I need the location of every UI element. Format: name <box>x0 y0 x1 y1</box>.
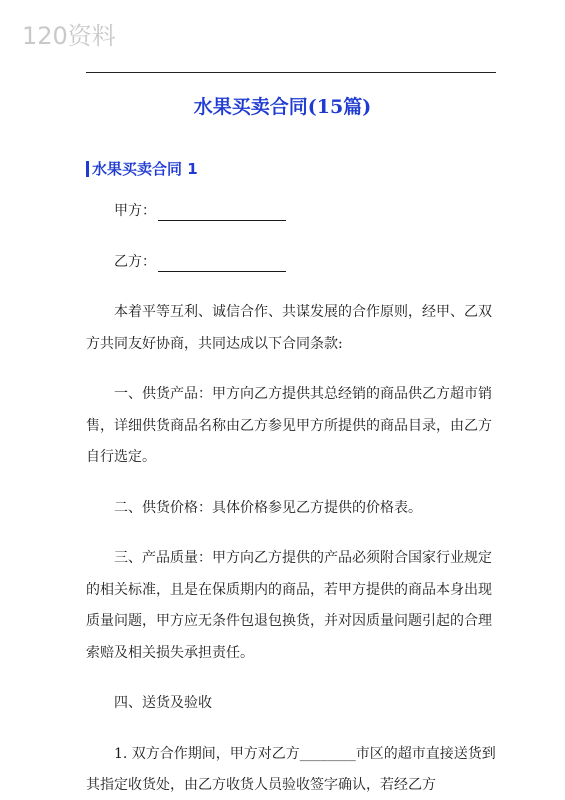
party-b-label: 乙方： <box>114 253 156 270</box>
intro-paragraph: 本着平等互利、诚信合作、共谋发展的合作原则，经甲、乙双方共同友好协商，共同达成以下合同条款: <box>86 304 492 352</box>
document-body <box>86 196 496 800</box>
section-heading-text: 水果买卖合同 1 <box>92 160 198 178</box>
clause-4-heading: 四、送货及验收 <box>114 695 212 711</box>
party-a-line <box>86 196 496 228</box>
clause-1-paragraph: 一、供货产品：甲方向乙方提供其总经销的商品供乙方超市销售，详细供货商品名称由乙方参见甲方所提供的商品目录，由乙方自行选定。 <box>86 386 492 465</box>
watermark-logo: 120资料 <box>22 22 116 50</box>
party-a-blank <box>158 200 286 221</box>
section-heading <box>86 158 198 179</box>
heading-marker <box>86 161 89 177</box>
party-b-line <box>86 247 496 279</box>
clause-4-1-paragraph: 1. 双方合作期间，甲方对乙方________市区的超市直接送货到其指定收货处，由乙方收货人员验收签字确认，若经乙方 <box>86 745 496 793</box>
party-b-blank <box>158 251 286 272</box>
clause-3-paragraph: 三、产品质量：甲方向乙方提供的产品必须附合国家行业规定的相关标准，且是在保质期内的商品，若甲方提供的商品本身出现质量问题，甲方应无条件包退包换货，并对因质量问题引起的合理索赔及相关损失承担责任。 <box>86 550 492 661</box>
header-rule <box>86 72 496 73</box>
document-title: 水果买卖合同(15篇) <box>193 96 372 118</box>
clause-2-paragraph: 二、供货价格：具体价格参见乙方提供的价格表。 <box>114 499 422 516</box>
party-a-label: 甲方： <box>114 203 156 219</box>
